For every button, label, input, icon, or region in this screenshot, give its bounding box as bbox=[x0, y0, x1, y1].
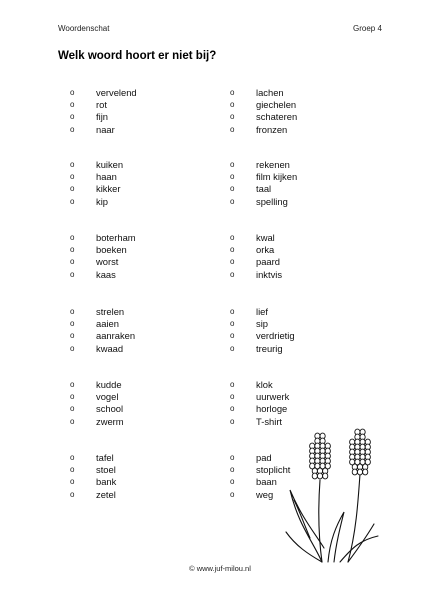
word-option[interactable] bbox=[70, 330, 135, 342]
option-circle-icon[interactable]: o bbox=[230, 319, 235, 329]
option-circle-icon[interactable]: o bbox=[230, 465, 235, 475]
word-label: uurwerk bbox=[256, 391, 290, 403]
option-circle-icon[interactable]: o bbox=[230, 416, 235, 426]
word-option[interactable] bbox=[70, 256, 136, 268]
word-group bbox=[230, 159, 297, 208]
word-option[interactable] bbox=[230, 196, 297, 208]
word-label: vervelend bbox=[96, 87, 137, 99]
word-option[interactable] bbox=[230, 318, 295, 330]
word-option[interactable] bbox=[70, 416, 124, 428]
word-label: school bbox=[96, 403, 124, 415]
word-option[interactable] bbox=[230, 183, 297, 195]
word-group bbox=[70, 159, 123, 208]
word-label: zetel bbox=[96, 488, 116, 500]
word-label: lief bbox=[256, 306, 268, 318]
word-option[interactable] bbox=[70, 343, 135, 355]
option-circle-icon[interactable]: o bbox=[70, 184, 75, 194]
option-circle-icon[interactable]: o bbox=[70, 245, 75, 255]
word-label: fijn bbox=[96, 111, 108, 123]
word-option[interactable] bbox=[70, 379, 124, 391]
word-label: boeken bbox=[96, 244, 127, 256]
word-label: T-shirt bbox=[256, 415, 283, 427]
word-option[interactable] bbox=[230, 244, 282, 256]
word-option[interactable] bbox=[230, 343, 295, 355]
option-circle-icon[interactable]: o bbox=[70, 160, 75, 170]
word-option[interactable] bbox=[230, 111, 297, 123]
word-group bbox=[70, 452, 116, 501]
word-group bbox=[70, 306, 135, 355]
option-circle-icon[interactable]: o bbox=[230, 477, 235, 487]
worksheet-title: Welk woord hoort er niet bij? bbox=[58, 50, 217, 62]
word-label: giechelen bbox=[256, 99, 297, 111]
option-circle-icon[interactable]: o bbox=[70, 416, 75, 426]
word-option[interactable] bbox=[70, 87, 137, 99]
word-label: rekenen bbox=[256, 159, 290, 171]
word-label: stoplicht bbox=[256, 464, 291, 476]
word-option[interactable] bbox=[230, 306, 295, 318]
word-label: strelen bbox=[96, 306, 125, 318]
word-option[interactable] bbox=[70, 171, 123, 183]
option-circle-icon[interactable]: o bbox=[230, 307, 235, 317]
option-circle-icon[interactable]: o bbox=[230, 196, 235, 206]
word-label: stoel bbox=[96, 464, 116, 476]
word-group bbox=[230, 306, 295, 355]
option-circle-icon[interactable]: o bbox=[70, 196, 75, 206]
option-circle-icon[interactable]: o bbox=[70, 257, 75, 267]
option-circle-icon[interactable]: o bbox=[230, 269, 235, 279]
word-option[interactable] bbox=[70, 159, 123, 171]
word-label: taal bbox=[256, 183, 272, 195]
word-label: aaien bbox=[96, 318, 119, 330]
word-label: kwaad bbox=[96, 342, 124, 354]
option-circle-icon[interactable]: o bbox=[230, 257, 235, 267]
word-option[interactable] bbox=[70, 464, 116, 476]
word-label: zwerm bbox=[96, 415, 124, 427]
word-label: spelling bbox=[256, 195, 288, 207]
word-label: kudde bbox=[96, 379, 122, 391]
option-circle-icon[interactable]: o bbox=[230, 88, 235, 98]
word-label: haan bbox=[96, 171, 117, 183]
word-option[interactable] bbox=[70, 269, 136, 281]
option-circle-icon[interactable]: o bbox=[230, 489, 235, 499]
word-option[interactable] bbox=[230, 391, 289, 403]
word-label: baan bbox=[256, 476, 277, 488]
flower-illustration bbox=[282, 428, 382, 568]
option-circle-icon[interactable]: o bbox=[230, 112, 235, 122]
word-option[interactable] bbox=[70, 244, 136, 256]
word-option[interactable] bbox=[70, 476, 116, 488]
word-label: kip bbox=[96, 195, 108, 207]
word-label: paard bbox=[256, 256, 280, 268]
word-label: sip bbox=[256, 318, 268, 330]
word-option[interactable] bbox=[230, 416, 289, 428]
word-option[interactable] bbox=[230, 87, 297, 99]
option-circle-icon[interactable]: o bbox=[230, 245, 235, 255]
option-circle-icon[interactable]: o bbox=[230, 184, 235, 194]
word-option[interactable] bbox=[230, 124, 297, 136]
option-circle-icon[interactable]: o bbox=[70, 88, 75, 98]
word-label: inktvis bbox=[256, 268, 283, 280]
word-group bbox=[70, 232, 136, 281]
word-label: tafel bbox=[96, 452, 114, 464]
option-circle-icon[interactable]: o bbox=[70, 392, 75, 402]
word-option[interactable] bbox=[230, 403, 289, 415]
footer-copyright: © www.juf-milou.nl bbox=[189, 564, 251, 573]
option-circle-icon[interactable]: o bbox=[230, 331, 235, 341]
word-option[interactable] bbox=[230, 379, 289, 391]
word-label: weg bbox=[256, 488, 274, 500]
word-group bbox=[230, 232, 282, 281]
option-circle-icon[interactable]: o bbox=[70, 477, 75, 487]
word-group bbox=[230, 87, 297, 136]
word-option[interactable] bbox=[70, 391, 124, 403]
word-option[interactable] bbox=[230, 330, 295, 342]
word-label: verdrietig bbox=[256, 330, 295, 342]
word-label: lachen bbox=[256, 87, 284, 99]
option-circle-icon[interactable]: o bbox=[70, 100, 75, 110]
word-label: orka bbox=[256, 244, 275, 256]
word-option[interactable] bbox=[70, 403, 124, 415]
header-grade: Groep 4 bbox=[353, 24, 382, 33]
option-circle-icon[interactable]: o bbox=[230, 233, 235, 243]
option-circle-icon[interactable]: o bbox=[70, 124, 75, 134]
word-option[interactable] bbox=[70, 196, 123, 208]
word-label: kwal bbox=[256, 232, 275, 244]
word-label: klok bbox=[256, 379, 273, 391]
header-subject: Woordenschat bbox=[58, 24, 110, 33]
option-circle-icon[interactable]: o bbox=[230, 160, 235, 170]
word-option[interactable] bbox=[70, 99, 137, 111]
word-group bbox=[70, 87, 137, 136]
word-group bbox=[70, 379, 124, 428]
option-circle-icon[interactable]: o bbox=[70, 233, 75, 243]
word-option[interactable] bbox=[230, 171, 297, 183]
word-option[interactable] bbox=[230, 269, 282, 281]
option-circle-icon[interactable]: o bbox=[70, 489, 75, 499]
word-label: kuiken bbox=[96, 159, 124, 171]
word-label: aanraken bbox=[96, 330, 136, 342]
option-circle-icon[interactable]: o bbox=[70, 404, 75, 414]
word-option[interactable] bbox=[70, 232, 136, 244]
word-option[interactable] bbox=[70, 306, 135, 318]
option-circle-icon[interactable]: o bbox=[70, 112, 75, 122]
word-label: rot bbox=[96, 99, 107, 111]
word-option[interactable] bbox=[70, 111, 137, 123]
option-circle-icon[interactable]: o bbox=[70, 465, 75, 475]
word-label: horloge bbox=[256, 403, 288, 415]
option-circle-icon[interactable]: o bbox=[70, 343, 75, 353]
word-option[interactable] bbox=[70, 452, 116, 464]
word-option[interactable] bbox=[230, 99, 297, 111]
word-option[interactable] bbox=[230, 232, 282, 244]
option-circle-icon[interactable]: o bbox=[230, 172, 235, 182]
option-circle-icon[interactable]: o bbox=[230, 392, 235, 402]
word-label: schateren bbox=[256, 111, 298, 123]
word-option[interactable] bbox=[70, 124, 137, 136]
option-circle-icon[interactable]: o bbox=[70, 307, 75, 317]
option-circle-icon[interactable]: o bbox=[230, 343, 235, 353]
word-option[interactable] bbox=[230, 256, 282, 268]
option-circle-icon[interactable]: o bbox=[70, 453, 75, 463]
word-option[interactable] bbox=[70, 489, 116, 501]
option-circle-icon[interactable]: o bbox=[230, 380, 235, 390]
option-circle-icon[interactable]: o bbox=[230, 124, 235, 134]
word-option[interactable] bbox=[230, 159, 297, 171]
word-option[interactable] bbox=[70, 318, 135, 330]
word-group bbox=[230, 379, 289, 428]
word-label: film kijken bbox=[256, 171, 298, 183]
word-label: boterham bbox=[96, 232, 136, 244]
word-label: treurig bbox=[256, 342, 283, 354]
option-circle-icon[interactable]: o bbox=[70, 172, 75, 182]
word-label: fronzen bbox=[256, 123, 288, 135]
option-circle-icon[interactable]: o bbox=[70, 269, 75, 279]
word-label: kikker bbox=[96, 183, 121, 195]
word-label: vogel bbox=[96, 391, 119, 403]
option-circle-icon[interactable]: o bbox=[230, 404, 235, 414]
option-circle-icon[interactable]: o bbox=[230, 453, 235, 463]
word-label: worst bbox=[96, 256, 119, 268]
option-circle-icon[interactable]: o bbox=[70, 380, 75, 390]
option-circle-icon[interactable]: o bbox=[70, 319, 75, 329]
word-label: bank bbox=[96, 476, 117, 488]
word-label: pad bbox=[256, 452, 272, 464]
option-circle-icon[interactable]: o bbox=[70, 331, 75, 341]
word-option[interactable] bbox=[70, 183, 123, 195]
word-label: naar bbox=[96, 123, 115, 135]
option-circle-icon[interactable]: o bbox=[230, 100, 235, 110]
word-label: kaas bbox=[96, 268, 116, 280]
